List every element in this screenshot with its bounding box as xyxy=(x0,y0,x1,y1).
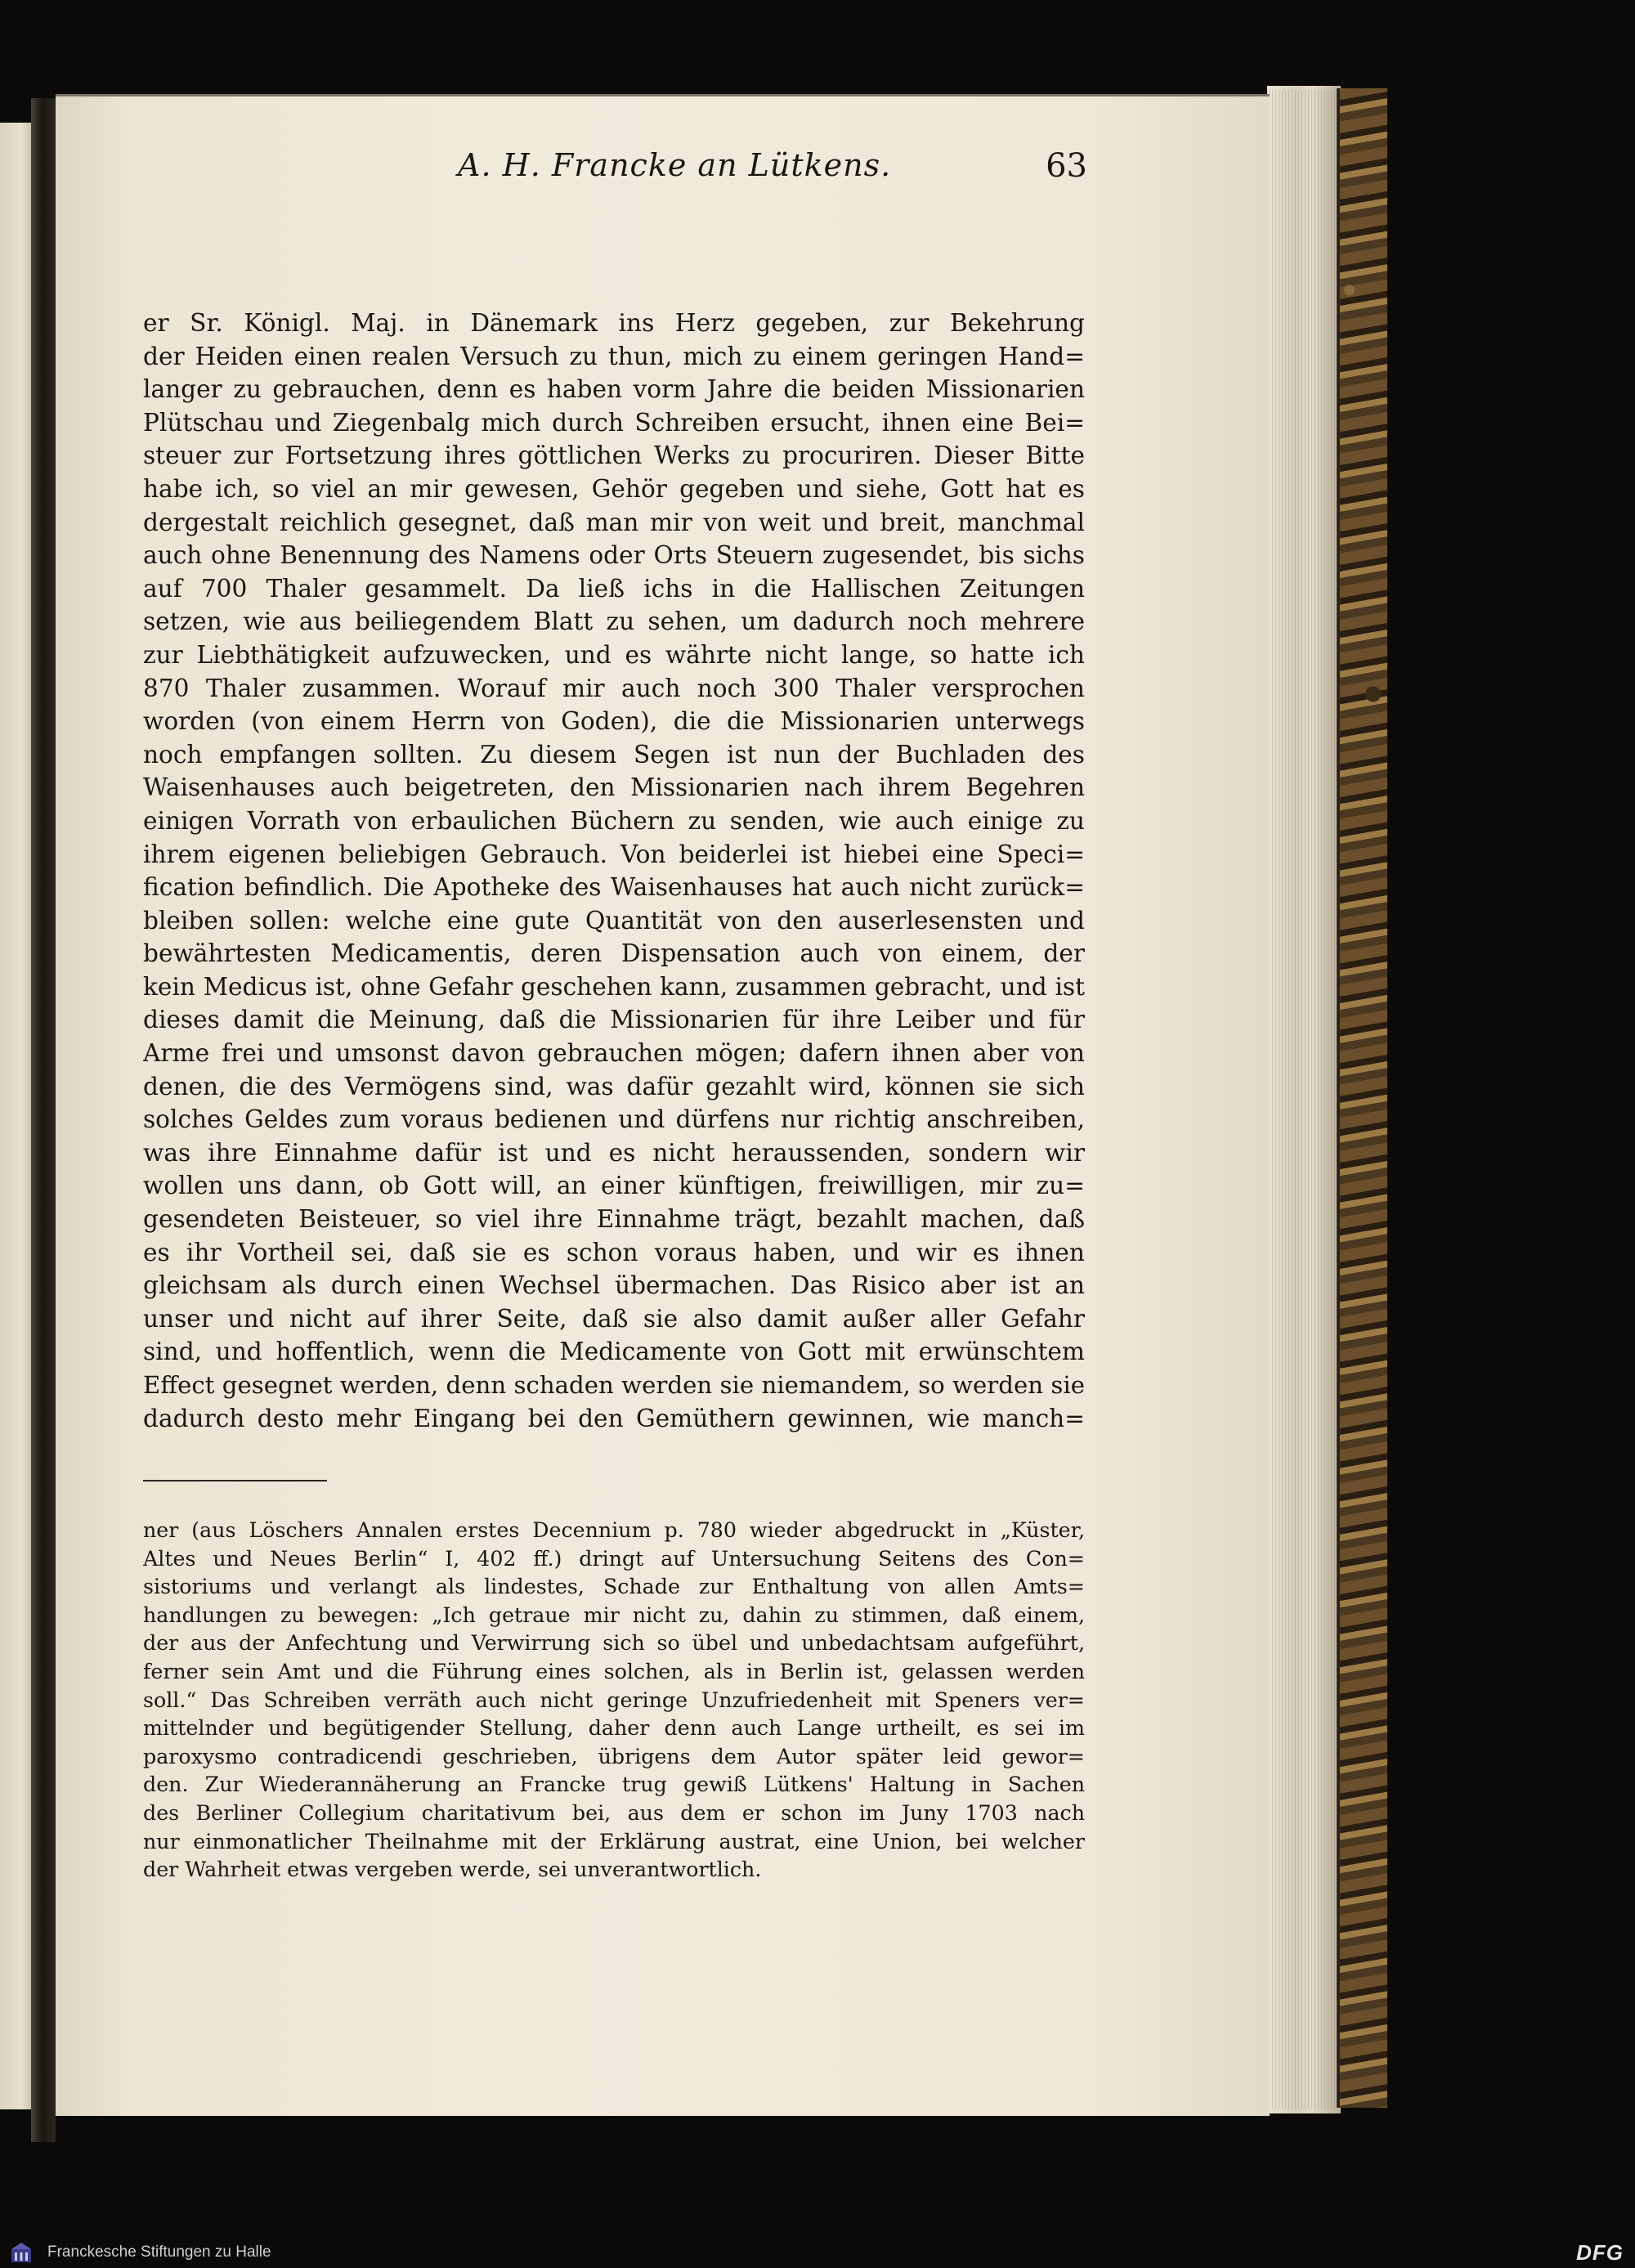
stiftungen-emblem-icon xyxy=(10,2241,33,2264)
page-header xyxy=(82,147,1087,196)
text-line: unser und nicht auf ihrer Seite, daß sie also damit außer aller Gefahr xyxy=(143,1304,1085,1333)
footnote-line: ferner sein Amt und die Führung eines solchen, als in Berlin ist, gelassen werden xyxy=(143,1659,1085,1683)
text-line: noch empfangen sollten. Zu diesem Segen ist nun der Buchladen des xyxy=(143,740,1085,769)
institution-label: Franckesche Stiftungen zu Halle xyxy=(47,2243,271,2261)
text-line: einigen Vorrath von erbaulichen Büchern zu senden, wie auch einige zu xyxy=(143,806,1085,835)
footnote-rule xyxy=(143,1480,327,1481)
text-line: Plütschau und Ziegenbalg mich durch Schreiben ersucht, ihnen eine Bei= xyxy=(143,408,1085,437)
text-line: langer zu gebrauchen, denn es haben vorm Jahre die beiden Missionarien xyxy=(143,375,1085,404)
dfg-logo: DFG xyxy=(1576,2240,1624,2265)
text-line: 870 Thaler zusammen. Worauf mir auch noch 300 Thaler versprochen xyxy=(143,674,1085,702)
footnote-line: paroxysmo contradicendi geschrieben, übrigens dem Autor später leid gewor= xyxy=(143,1744,1085,1768)
text-line: gesendeten Beisteuer, so viel ihre Einnahme trägt, bezahlt machen, daß xyxy=(143,1205,1085,1234)
footnote-block xyxy=(143,1517,1085,1885)
marbled-cover-edge xyxy=(1337,88,1387,2108)
page-number: 63 xyxy=(1046,147,1087,185)
text-line: es ihr Vortheil sei, daß sie es schon voraus haben, und wir es ihnen xyxy=(143,1238,1085,1266)
text-line: denen, die des Vermögens sind, was dafür gezahlt wird, können sie sich xyxy=(143,1072,1085,1100)
text-line: dieses damit die Meinung, daß die Missionarien für ihre Leiber und für xyxy=(143,1006,1085,1034)
footnote-line: des Berliner Collegium charitativum bei, aus dem er schon im Juny 1703 nach xyxy=(143,1800,1085,1825)
text-line: gleichsam als durch einen Wechsel übermachen. Das Risico aber ist an xyxy=(143,1271,1085,1300)
footnote-line: den. Zur Wiederannäherung an Francke trug gewiß Lütkens' Haltung in Sachen xyxy=(143,1773,1085,1797)
footnote-line: mittelnder und begütigender Stellung, daher denn auch Lange urtheilt, es sei im xyxy=(143,1716,1085,1741)
text-line: Effect gesegnet werden, denn schaden werden sie niemandem, so werden sie xyxy=(143,1371,1085,1399)
text-line: habe ich, so viel an mir gewesen, Gehör gegeben und siehe, Gott hat es xyxy=(143,474,1085,503)
running-head: A. H. Francke an Lütkens. xyxy=(458,147,892,183)
text-line: worden (von einem Herrn von Goden), die die Missionarien unterwegs xyxy=(143,707,1085,736)
text-line: er Sr. Königl. Maj. in Dänemark ins Herz gegeben, zur Bekehrung xyxy=(143,309,1085,337)
footnote-line: nur einmonatlicher Theilnahme mit der Erklärung austrat, eine Union, bei welcher xyxy=(143,1829,1085,1853)
text-line: Arme frei und umsonst davon gebrauchen mögen; dafern ihnen aber von xyxy=(143,1039,1085,1068)
footnote-line: handlungen zu bewegen: „Ich getraue mir nicht zu, dahin zu stimmen, daß einem, xyxy=(143,1602,1085,1627)
text-line: steuer zur Fortsetzung ihres göttlichen Werks zu procuriren. Dieser Bitte xyxy=(143,441,1085,470)
text-line: auch ohne Benennung des Namens oder Orts Steuern zugesendet, bis sichs xyxy=(143,541,1085,570)
text-line: kein Medicus ist, ohne Gefahr geschehen kann, zusammen gebracht, und ist xyxy=(143,972,1085,1001)
text-line: bleiben sollen: welche eine gute Quantität von den auserlesensten und xyxy=(143,906,1085,935)
text-line: auf 700 Thaler gesammelt. Da ließ ichs in die Hallischen Zeitungen xyxy=(143,574,1085,603)
footnote-line: der Wahrheit etwas vergeben werde, sei unverantwortlich. xyxy=(143,1858,762,1882)
text-line: was ihre Einnahme dafür ist und es nicht heraussenden, sondern wir xyxy=(143,1138,1085,1167)
text-line: zur Liebthätigkeit aufzuwecken, und es währte nicht lange, so hatte ich xyxy=(143,640,1085,669)
text-line: sind, und hoffentlich, wenn die Medicamente von Gott mit erwünschtem xyxy=(143,1338,1085,1366)
text-line: bewährtesten Medicamentis, deren Dispensation auch von einem, der xyxy=(143,939,1085,968)
text-line: fication befindlich. Die Apotheke des Waisenhauses hat auch nicht zurück= xyxy=(143,873,1085,902)
text-line: setzen, wie aus beiliegendem Blatt zu sehen, um dadurch noch mehrere xyxy=(143,607,1085,636)
text-line: dadurch desto mehr Eingang bei den Gemüthern gewinnen, wie manch= xyxy=(143,1404,1085,1432)
book-gutter xyxy=(31,98,56,2142)
text-line: solches Geldes zum voraus bedienen und dürfens nur richtig anschreiben, xyxy=(143,1105,1085,1134)
text-line: Waisenhauses auch beigetreten, den Missionarien nach ihrem Begehren xyxy=(143,773,1085,802)
footnote-line: sistoriums und verlangt als lindestes, Schade zur Enthaltung von allen Amts= xyxy=(143,1575,1085,1599)
text-line: der Heiden einen realen Versuch zu thun, mich zu einem geringen Hand= xyxy=(143,342,1085,370)
footnote-line: ner (aus Löschers Annalen erstes Decennium p. 780 wieder abgedruckt in „Küster, xyxy=(143,1518,1085,1542)
text-line: dergestalt reichlich gesegnet, daß man mir von weit und breit, manchmal xyxy=(143,508,1085,536)
footnote-line: soll.“ Das Schreiben verräth auch nicht geringe Unzufriedenheit mit Speners ver= xyxy=(143,1688,1085,1712)
text-line: wollen uns dann, ob Gott will, an einer künftigen, freiwilligen, mir zu= xyxy=(143,1172,1085,1200)
text-line: ihrem eigenen beliebigen Gebrauch. Von beiderlei ist hiebei eine Speci= xyxy=(143,840,1085,868)
footnote-line: der aus der Anfechtung und Verwirrung sich so übel und unbedachtsam aufgeführt, xyxy=(143,1631,1085,1656)
page-edge-lines xyxy=(1269,90,1339,2109)
main-text-block xyxy=(143,307,1085,1435)
footnote-line: Altes und Neues Berlin“ I, 402 ff.) dringt auf Untersuchung Seitens des Con= xyxy=(143,1546,1085,1571)
